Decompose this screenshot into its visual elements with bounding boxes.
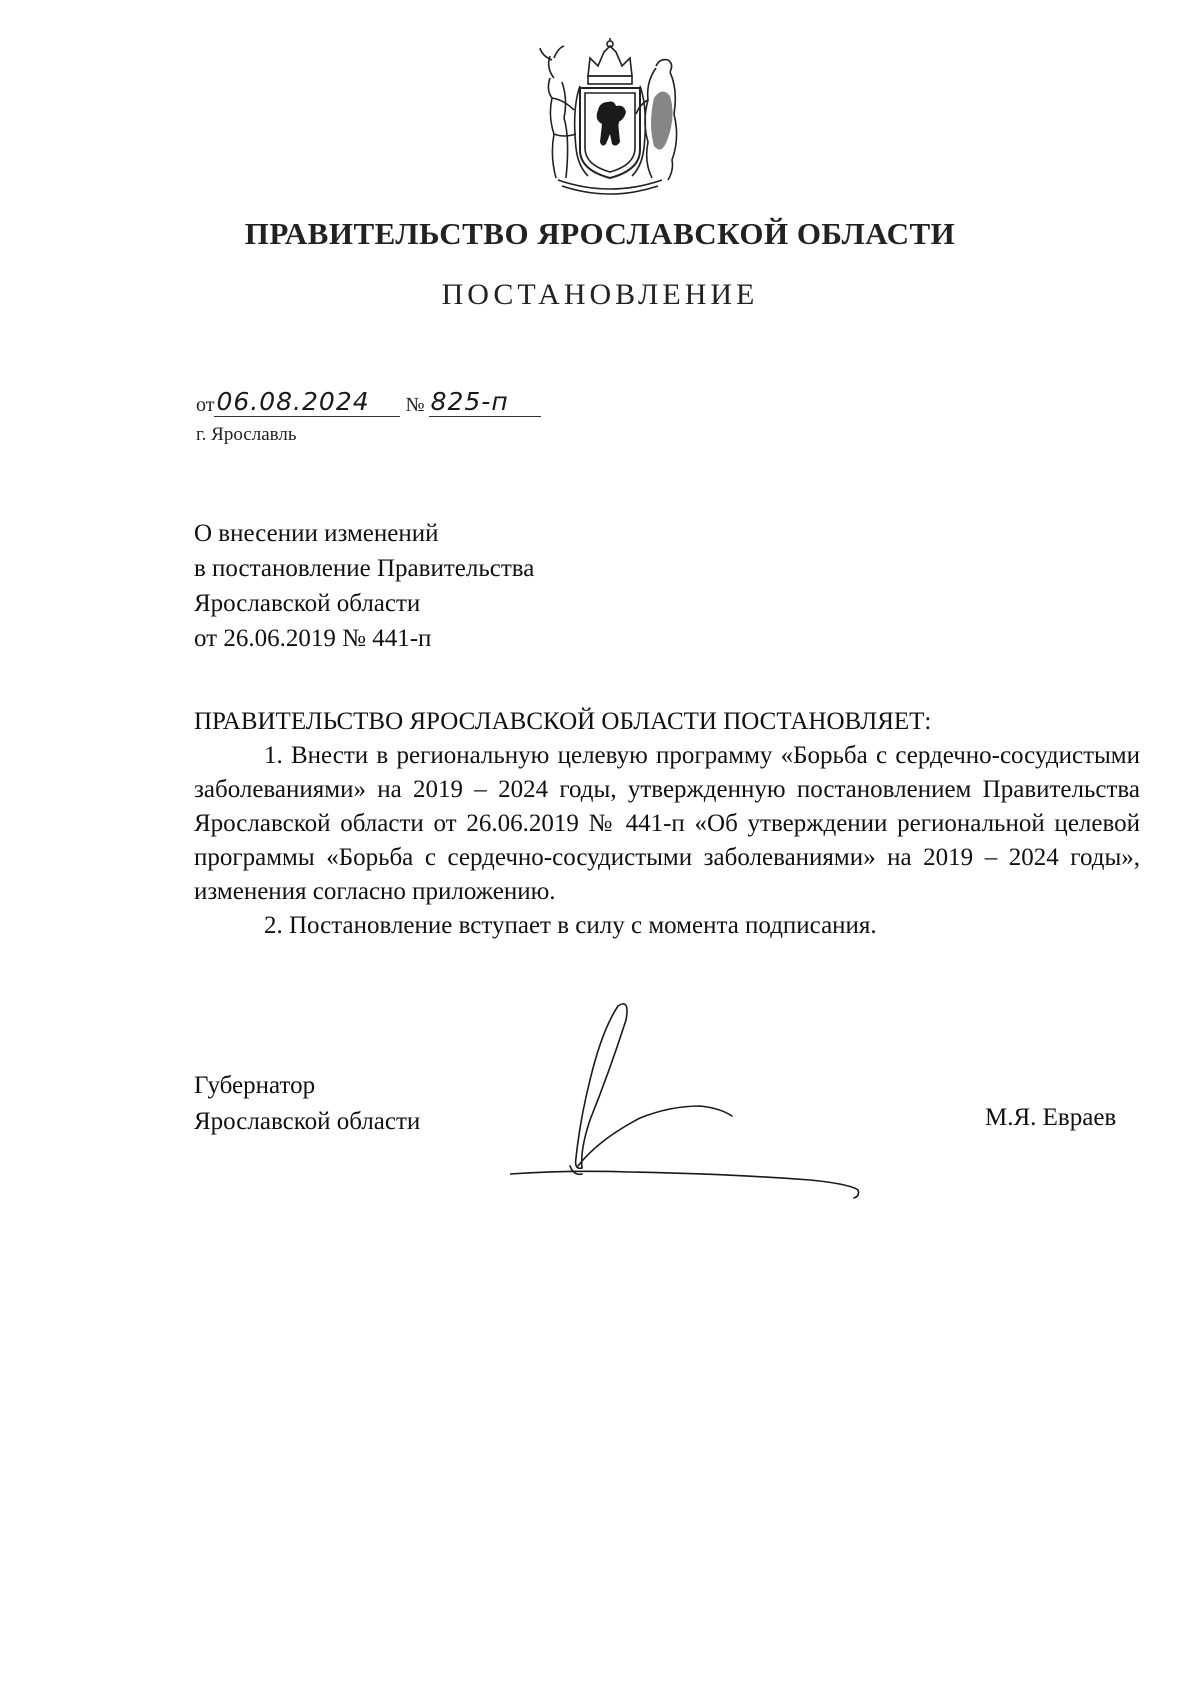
document-date: 06.08.2024 [214,388,400,417]
number-label: № [405,394,425,416]
document-number: 825-п [429,388,541,417]
coat-of-arms-icon [528,38,692,198]
position-line: Ярославской области [194,1108,421,1135]
subject-line: Ярославской области [194,590,421,617]
city: г. Ярославль [196,424,297,445]
document-body [194,705,1140,943]
resolution-item-2: 2. Постановление вступает в силу с момента подписания. [264,912,877,939]
subject-line: О внесении изменений [194,520,439,547]
position-line: Губернатор [194,1072,316,1099]
document-type: ПОСТАНОВЛЕНИЕ [441,278,759,311]
document-subject [194,516,534,656]
signature-icon [510,990,930,1210]
signatory-position [194,1068,420,1140]
date-label: от [196,394,215,416]
subject-line: в постановление Правительства [194,555,535,582]
government-name: ПРАВИТЕЛЬСТВО ЯРОСЛАВСКОЙ ОБЛАСТИ [244,216,956,251]
date-number-line [196,388,541,417]
signatory-name: М.Я. Евраев [985,1104,1117,1131]
subject-line: от 26.06.2019 № 441-п [194,625,432,652]
resolution-item-1: 1. Внести в региональную целевую программу «Борьба с сердечно-сосудистыми заболеваниями» на 2019 – 2024 годы, утвержденную постановлением Правительства Ярославской области от 26.06.2019 № 441-п «Об утверждении региональной целевой программы «Борьба с сердечно-сосудистыми заболеваниями» на 2019 – 2024 годы», изменения согласно приложению. [194,742,1140,905]
resolves-heading: ПРАВИТЕЛЬСТВО ЯРОСЛАВСКОЙ ОБЛАСТИ ПОСТАНОВЛЯЕТ: [194,708,932,735]
